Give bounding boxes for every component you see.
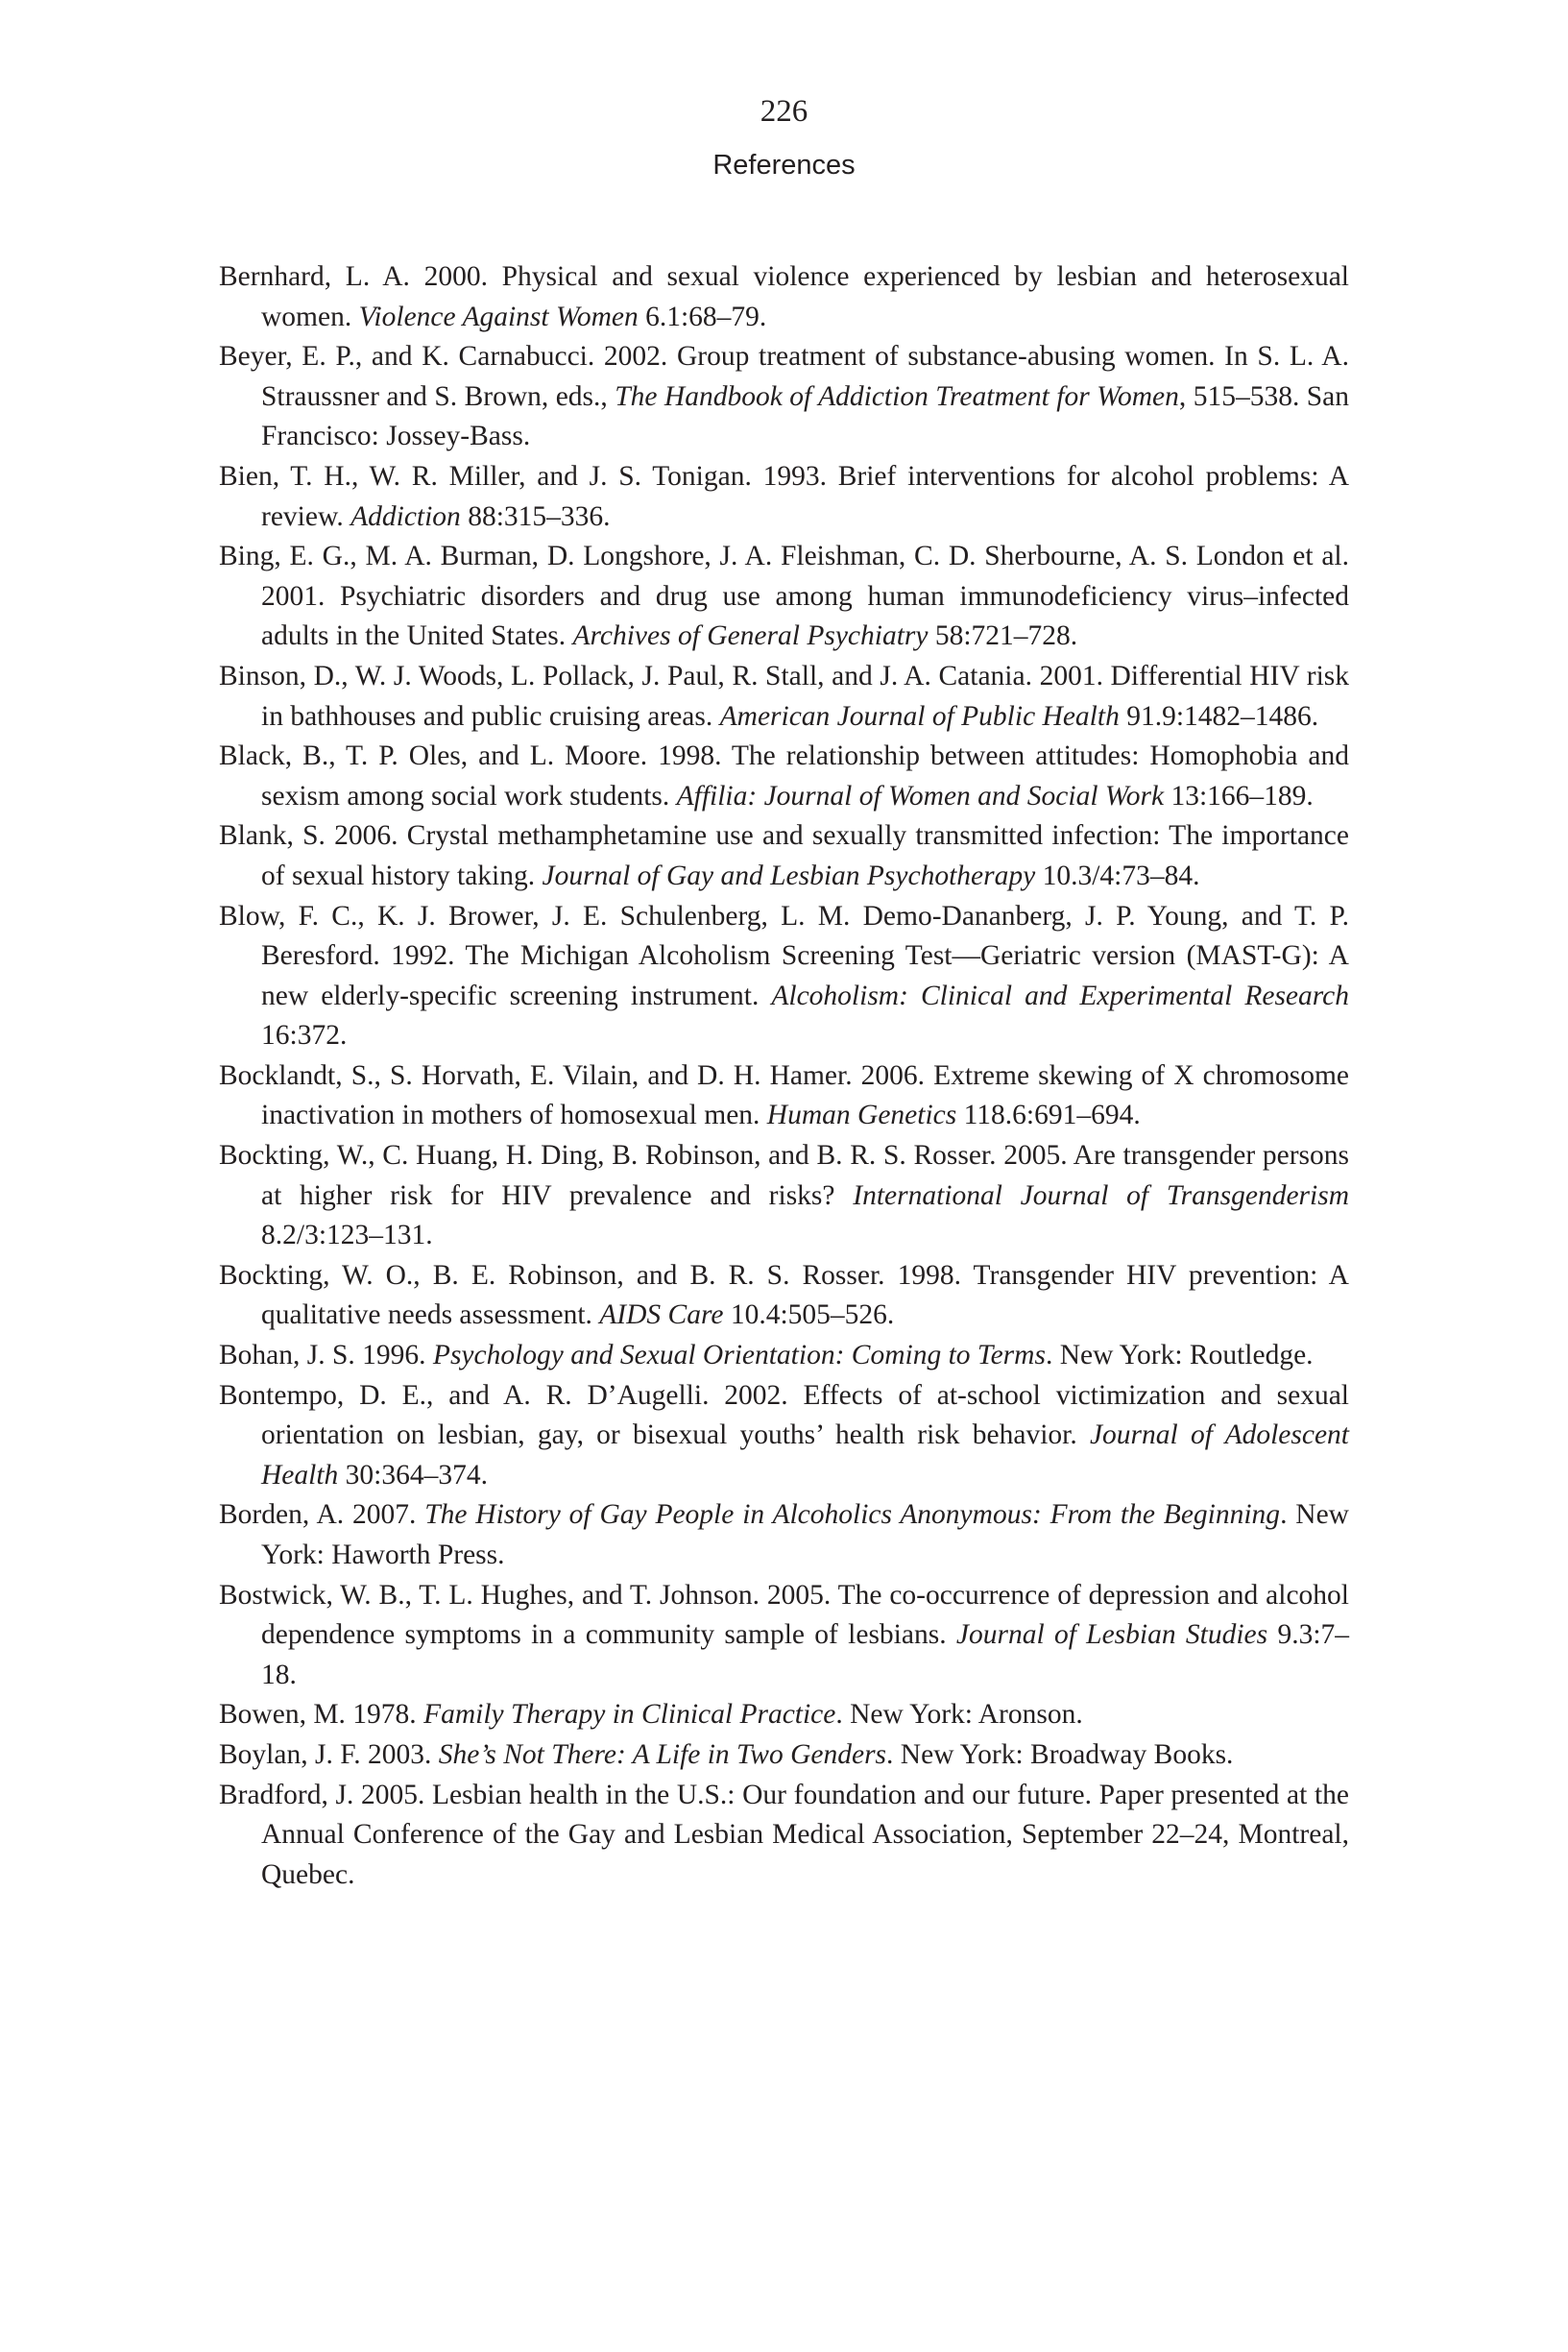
reference-text: Bocklandt, S., S. Horvath, E. Vilain, and D. H. Hamer. 2006. Extreme skewing of X chromosome inactivation in mothers of homosexual men. [219,1059,1349,1131]
reference-text: . New York: Aronson. [835,1699,1083,1731]
reference-entry [219,337,1349,457]
reference-list [219,257,1349,1895]
reference-entry [219,1495,1349,1575]
reference-text: 9.3:7–18. [261,1619,1350,1690]
reference-entry [219,1336,1349,1376]
reference-title-italic: AIDS Care [599,1299,724,1331]
reference-entry [219,257,1349,337]
reference-text: Bontempo, D. E., and A. R. D’Augelli. 2002. Effects of at-school victimization and sexual orientation on lesbian, gay, or bisexual youths’ health risk behavior. [219,1379,1349,1451]
reference-text: Blow, F. C., K. J. Brower, J. E. Schulenberg, L. M. Demo-Dananberg, J. P. Young, and T. P. Beresford. 1992. The Michigan Alcoholism Screening Test—Geriatric version (MAST-G): A new elderly-specific screening instrument. [219,900,1349,1011]
running-head: References [712,150,856,181]
reference-entry [219,1256,1349,1336]
reference-text: Bowen, M. 1978. [219,1699,424,1731]
reference-text: 10.3/4:73–84. [1035,860,1200,891]
reference-title-italic: Human Genetics [766,1100,957,1131]
reference-entry [219,737,1349,816]
reference-text: . New York: Routledge. [1045,1340,1314,1371]
reference-title-italic: Archives of General Psychiatry [572,620,929,652]
reference-text: 13:166–189. [1164,780,1314,812]
reference-entry [219,1056,1349,1136]
reference-text: 88:315–336. [460,500,611,532]
reference-title-italic: Affilia: Journal of Women and Social Work [676,780,1165,812]
reference-text: 10.4:505–526. [723,1299,895,1331]
reference-title-italic: Family Therapy in Clinical Practice [423,1699,836,1731]
reference-title-italic: Addiction [350,500,461,532]
reference-entry [219,1576,1349,1696]
reference-title-italic: International Journal of Transgenderism [853,1179,1349,1211]
reference-entry [219,657,1349,737]
reference-text: Bostwick, W. B., T. L. Hughes, and T. Johnson. 2005. The co-occurrence of depression and alcohol dependence symptoms in a community sample of lesbians. [219,1579,1349,1651]
page-number: 226 [760,94,808,129]
reference-text: . New York: Haworth Press. [261,1499,1349,1570]
reference-entry [219,1735,1349,1776]
reference-title-italic: Violence Against Women [358,301,639,332]
reference-text: Borden, A. 2007. [219,1499,425,1531]
reference-text: Bien, T. H., W. R. Miller, and J. S. Tonigan. 1993. Brief interventions for alcohol problems: A review. [219,460,1349,532]
reference-entry [219,1695,1349,1735]
reference-entry [219,457,1349,537]
reference-title-italic: Journal of Adolescent Health [261,1419,1349,1491]
reference-text: 91.9:1482–1486. [1119,700,1319,732]
reference-title-italic: The Handbook of Addiction Treatment for Women [615,380,1179,412]
reference-title-italic: She’s Not There: A Life in Two Genders [438,1738,887,1770]
reference-text: Bohan, J. S. 1996. [219,1340,433,1371]
reference-entry [219,897,1349,1056]
reference-text: Bernhard, L. A. 2000. Physical and sexual violence experienced by lesbian and heterosexual women. [219,261,1349,332]
reference-text: . New York: Broadway Books. [886,1738,1234,1770]
reference-text: 58:721–728. [928,620,1078,652]
reference-text: Bockting, W., C. Huang, H. Ding, B. Robinson, and B. R. S. Rosser. 2005. Are transgender persons at higher risk for HIV prevalence and risks? [219,1140,1349,1211]
reference-title-italic: The History of Gay People in Alcoholics Anonymous: From the Beginning [424,1499,1281,1531]
reference-title-italic: Journal of Gay and Lesbian Psychotherapy [542,860,1036,891]
reference-title-italic: Alcoholism: Clinical and Experimental Research [771,980,1349,1011]
reference-text: Black, B., T. P. Oles, and L. Moore. 1998. The relationship between attitudes: Homophobia and sexism among social work students. [219,740,1349,812]
reference-entry [219,537,1349,657]
reference-text: Bradford, J. 2005. Lesbian health in the U.S.: Our foundation and our future. Paper presented at the Annual Conference of the Gay and Lesbian Medical Association, September 22–24, Montreal, Quebec. [219,1779,1349,1890]
reference-text: 8.2/3:123–131. [261,1220,433,1251]
reference-text: Binson, D., W. J. Woods, L. Pollack, J. Paul, R. Stall, and J. A. Catania. 2001. Differential HIV risk in bathhouses and public cruising areas. [219,660,1349,732]
reference-text: Boylan, J. F. 2003. [219,1738,439,1770]
reference-entry [219,1376,1349,1496]
reference-entry [219,1776,1349,1896]
reference-text: , 515–538. San Francisco: Jossey-Bass. [261,380,1350,452]
reference-entry [219,816,1349,896]
reference-text: Beyer, E. P., and K. Carnabucci. 2002. Group treatment of substance-abusing women. In S. L. A. Straussner and S. Brown, eds., [219,341,1349,412]
reference-text: Blank, S. 2006. Crystal methamphetamine use and sexually transmitted infection: The importance of sexual history taking. [219,820,1349,891]
reference-title-italic: Psychology and Sexual Orientation: Coming to Terms [432,1340,1046,1371]
reference-text: 30:364–374. [338,1459,488,1491]
reference-text: 6.1:68–79. [638,301,767,332]
reference-text: Bing, E. G., M. A. Burman, D. Longshore, J. A. Fleishman, C. D. Sherbourne, A. S. London et al. 2001. Psychiatric disorders and drug use among human immunodeficiency virus–infected adults in the United States. [219,541,1349,652]
reference-title-italic: Journal of Lesbian Studies [955,1619,1268,1651]
reference-text: 118.6:691–694. [956,1100,1141,1131]
reference-title-italic: American Journal of Public Health [719,700,1120,732]
reference-text: Bockting, W. O., B. E. Robinson, and B. R. S. Rosser. 1998. Transgender HIV prevention: A qualitative needs assessment. [219,1259,1349,1331]
reference-entry [219,1136,1349,1256]
reference-text: 16:372. [261,1020,348,1052]
